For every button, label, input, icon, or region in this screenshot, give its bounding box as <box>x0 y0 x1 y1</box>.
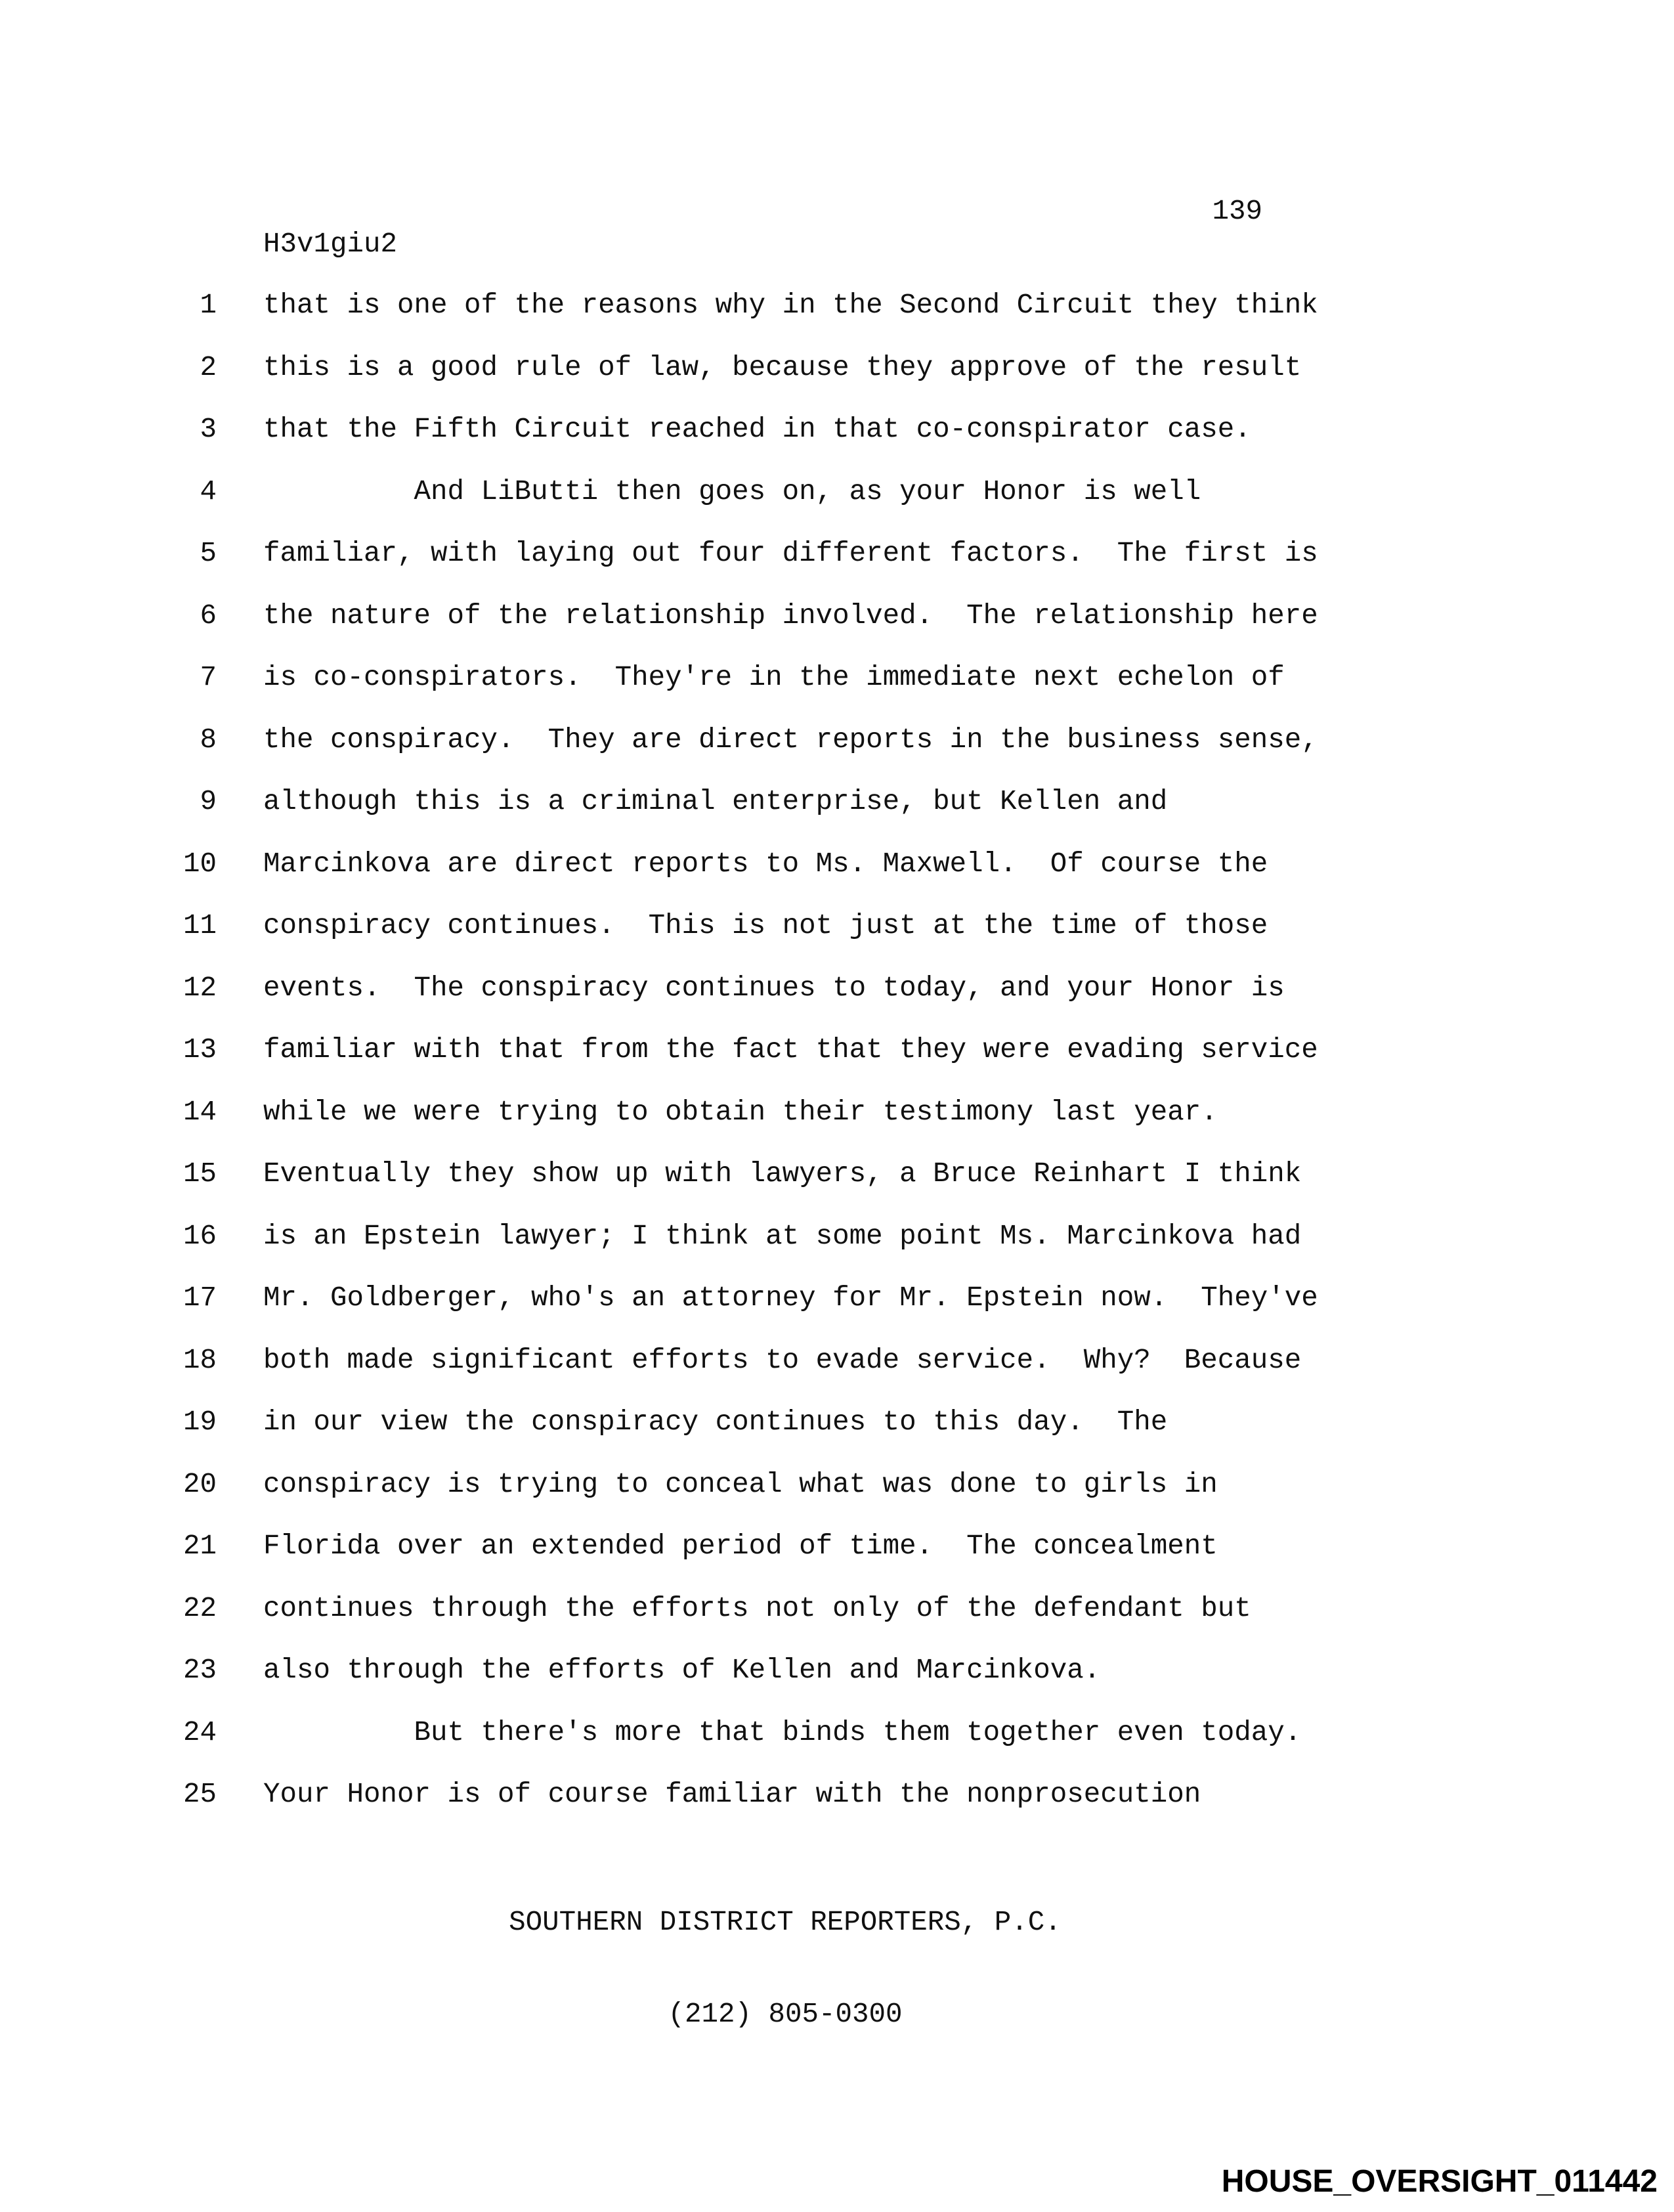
line-text: familiar with that from the fact that they were evading service <box>263 1034 1318 1066</box>
transcript-line <box>0 1454 1674 1516</box>
line-text: familiar, with laying out four different factors. The first is <box>263 538 1318 569</box>
line-text: is an Epstein lawyer; I think at some point Ms. Marcinkova had <box>263 1220 1302 1252</box>
transcript-id: H3v1giu2 <box>263 228 398 260</box>
line-number: 1 <box>200 290 217 321</box>
bates-stamp: HOUSE_OVERSIGHT_011442 <box>1221 2164 1658 2199</box>
reporter-name: SOUTHERN DISTRICT REPORTERS, P.C. <box>509 1907 1062 1938</box>
transcript-line <box>0 274 1674 337</box>
transcript-line <box>0 585 1674 647</box>
line-text: conspiracy is trying to conceal what was done to girls in <box>263 1468 1218 1500</box>
line-number: 9 <box>200 786 217 817</box>
line-number: 6 <box>200 599 217 632</box>
transcript-line <box>0 895 1674 957</box>
line-number: 22 <box>182 1592 217 1624</box>
line-number: 18 <box>182 1344 217 1376</box>
line-number: 16 <box>182 1220 217 1252</box>
line-number: 12 <box>182 972 217 1004</box>
line-text: while we were trying to obtain their testimony last year. <box>263 1096 1218 1128</box>
transcript-line <box>0 1764 1674 1826</box>
transcript-line <box>0 1702 1674 1764</box>
transcript-line <box>0 647 1674 709</box>
reporter-phone: (212) 805-0300 <box>668 1998 903 2030</box>
line-text: that the Fifth Circuit reached in that co-conspirator case. <box>263 414 1251 445</box>
line-number: 13 <box>182 1034 217 1066</box>
line-number: 11 <box>182 910 217 942</box>
line-text: although this is a criminal enterprise, but Kellen and <box>263 786 1168 817</box>
line-number: 3 <box>200 414 217 445</box>
line-number: 14 <box>182 1096 217 1128</box>
transcript-line <box>0 1639 1674 1702</box>
line-text: also through the efforts of Kellen and Marcinkova. <box>263 1655 1101 1686</box>
transcript-line <box>0 399 1674 461</box>
line-number: 17 <box>182 1282 217 1314</box>
line-text: continues through the efforts not only of the defendant but <box>263 1592 1251 1624</box>
transcript-line <box>0 1578 1674 1640</box>
line-number: 15 <box>182 1158 217 1190</box>
line-text: this is a good rule of law, because they approve of the result <box>263 351 1302 383</box>
reporter-footer <box>263 1846 1307 2091</box>
transcript-line <box>0 1205 1674 1268</box>
line-text: conspiracy continues. This is not just at the time of those <box>263 910 1268 942</box>
transcript-line <box>0 1143 1674 1205</box>
line-number: 21 <box>182 1530 217 1562</box>
line-number: 7 <box>200 662 217 693</box>
line-number: 20 <box>182 1468 217 1500</box>
transcript-lines <box>0 274 1674 1826</box>
transcript-line <box>0 771 1674 833</box>
transcript-line <box>0 1391 1674 1454</box>
line-text: that is one of the reasons why in the Second Circuit they think <box>263 290 1318 321</box>
transcript-line <box>0 337 1674 399</box>
transcript-line <box>0 523 1674 585</box>
line-text: the nature of the relationship involved. The relationship here <box>263 599 1318 632</box>
line-text: Eventually they show up with lawyers, a Bruce Reinhart I think <box>263 1158 1302 1190</box>
transcript-line <box>0 1330 1674 1392</box>
transcript-line <box>0 709 1674 771</box>
transcript-line <box>0 1515 1674 1578</box>
line-text: And LiButti then goes on, as your Honor is well <box>263 475 1201 508</box>
line-number: 19 <box>182 1406 217 1438</box>
transcript-line <box>0 1081 1674 1144</box>
line-number: 8 <box>200 724 217 756</box>
line-text: the conspiracy. They are direct reports in the business sense, <box>263 724 1318 756</box>
line-number: 24 <box>182 1716 217 1748</box>
line-text: Your Honor is of course familiar with the nonprosecution <box>263 1779 1201 1810</box>
transcript-line <box>0 1267 1674 1330</box>
line-number: 4 <box>200 475 217 508</box>
line-text: both made significant efforts to evade service. Why? Because <box>263 1344 1302 1376</box>
transcript-line <box>0 957 1674 1020</box>
page-number: 139 <box>1212 196 1262 227</box>
transcript-line <box>0 1019 1674 1081</box>
line-text: is co-conspirators. They're in the immediate next echelon of <box>263 662 1285 693</box>
transcript-line <box>0 833 1674 896</box>
line-number: 25 <box>182 1779 217 1810</box>
line-text: Mr. Goldberger, who's an attorney for Mr. Epstein now. They've <box>263 1282 1318 1314</box>
transcript-line <box>0 461 1674 523</box>
line-text: in our view the conspiracy continues to this day. The <box>263 1406 1168 1438</box>
line-text: But there's more that binds them together even today. <box>263 1716 1302 1748</box>
line-text: Marcinkova are direct reports to Ms. Maxwell. Of course the <box>263 848 1268 880</box>
line-number: 23 <box>182 1655 217 1686</box>
line-number: 10 <box>182 848 217 880</box>
line-text: events. The conspiracy continues to today, and your Honor is <box>263 972 1285 1004</box>
line-number: 2 <box>200 351 217 383</box>
line-number: 5 <box>200 538 217 569</box>
line-text: Florida over an extended period of time. The concealment <box>263 1530 1218 1562</box>
